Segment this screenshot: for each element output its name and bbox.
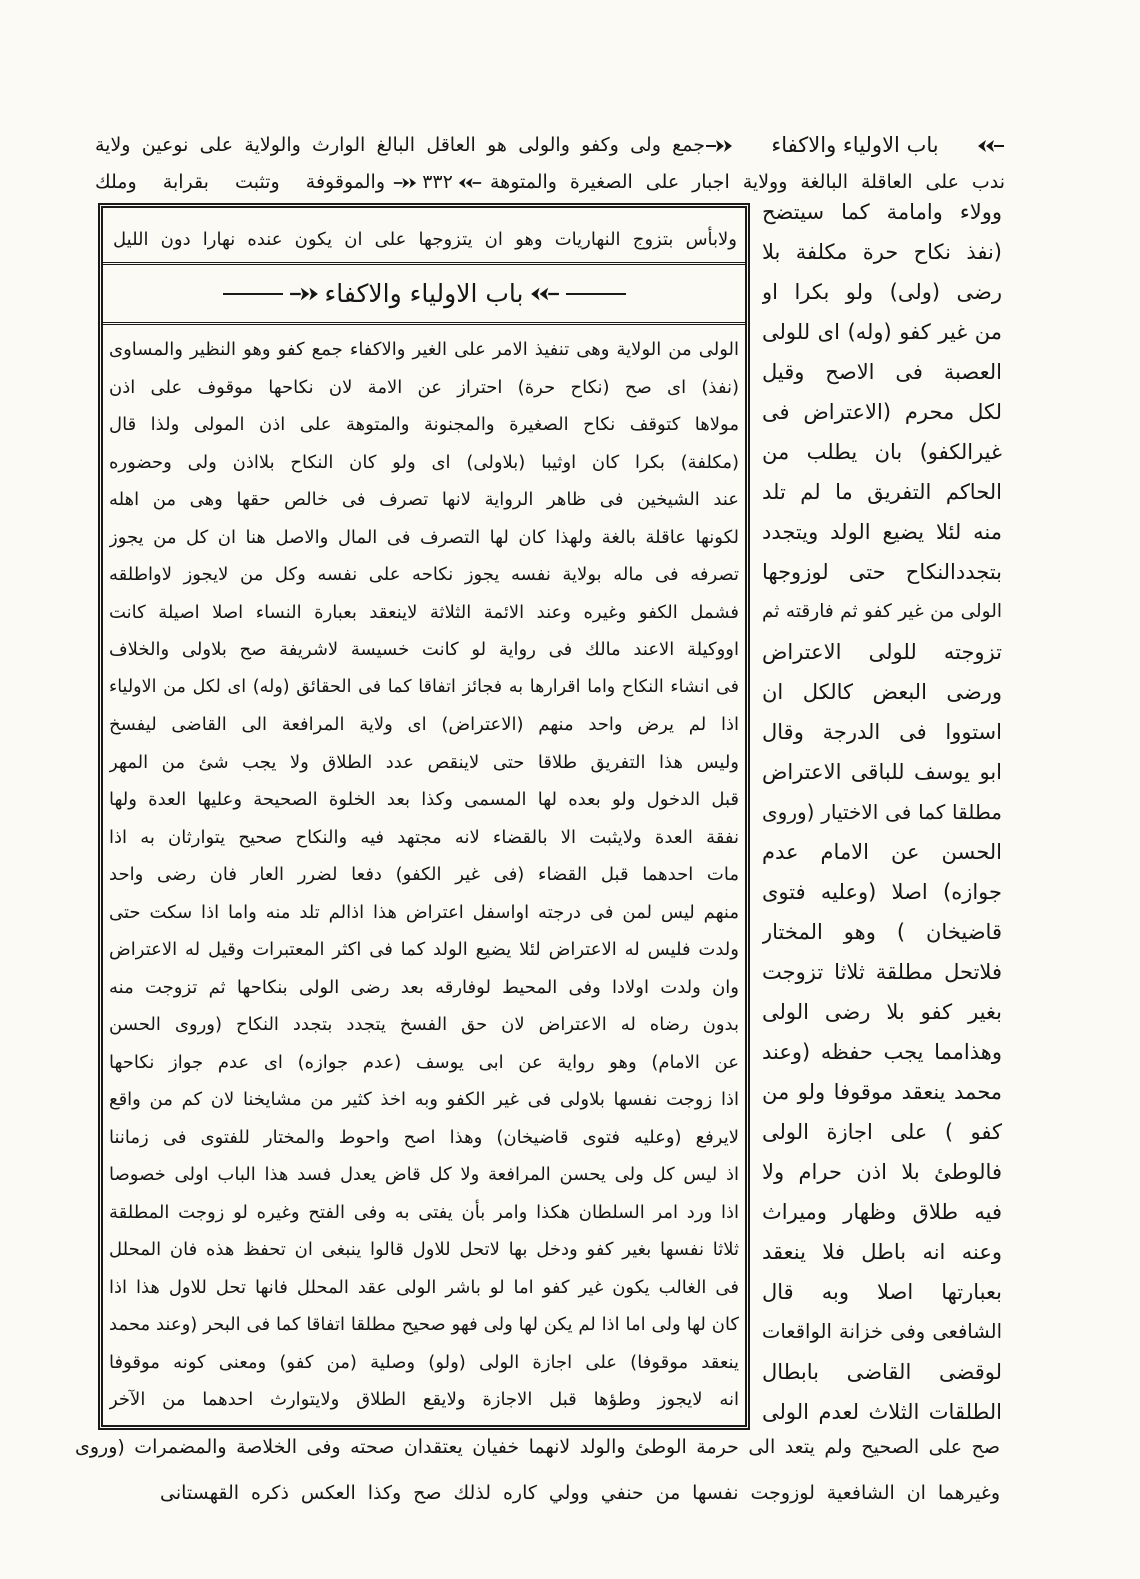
commentary-line: الولى من الولاية وهى تنفيذ الامر على الغير والاكفاء جمع كفو وهو النظير والمساوى: [109, 339, 739, 360]
page-number: ٣٣٢: [422, 171, 453, 193]
matn-line: رضى (ولى) ولو بكرا او: [762, 280, 1002, 304]
ornament-icon: [705, 139, 733, 153]
matn-line: الحاكم التفريق ما لم تلد: [762, 480, 1002, 504]
commentary-line: مات احدهما قبل القضاء (فى غير الكفو) دفعا لضرر العار فان رضى واحد: [109, 864, 739, 885]
commentary-line: اذا زوجت نفسها بلاولى فى غير الكفو وبه اخذ كثير من مشايخنا لان كم من واقع: [109, 1089, 739, 1110]
commentary-line: اذا ورد امر السلطان هكذا وامر بأن يفتى به وفى الفتح وغيره لو زوجت المطلقة: [109, 1201, 739, 1223]
page-header: [95, 127, 1005, 201]
title-rule: [223, 293, 283, 295]
matn-line: بغير كفو بلا رضى الولى: [762, 1000, 1002, 1024]
commentary-line: اووكيلة الاعند مالك فى رواية لو كانت خسيسة لاشريفة صح بلاولى والخلاف: [109, 639, 739, 660]
commentary-line: قبل الدخول ولو بعده لها المسمى وكذا بعد الخلوة الصحيحة وعليها العدة ولها: [109, 789, 739, 810]
commentary-line: (مكلفة) بكرا كان اوثيبا (بلاولى) اى ولو كان النكاح بلااذن ولى وحضوره: [109, 451, 739, 473]
matn-line: منه لئلا يضيع الولد ويتجدد: [762, 520, 1002, 544]
commentary-line: ثلاثا نفسها بغير كفو ودخل بها لاتحل للاول قالوا ينبغى ان تحفظ هذه فان المحلل: [109, 1239, 739, 1260]
commentary-line: لايرفع (وعليه فتوى قاضيخان) وهذا اصح واحوط والمختار للفتوى فى زماننا: [109, 1126, 739, 1148]
commentary-line: وليس هذا التفريق طلاقا حتى لاينقص عدد الطلاق ولا يجب شئ من المهر: [109, 751, 739, 773]
commentary-line: ينعقد موقوفا) على اجازة الولى (ولو) وصلية (من كفو) ومعنى كونه موقوفا: [109, 1351, 739, 1373]
matn-line: قاضيخان ) وهو المختار: [762, 920, 1002, 944]
matn-line: فلاتحل مطلقة ثلاثا تزوجت: [762, 960, 1002, 984]
commentary-line: مولاها كتوقف نكاح الصغيرة والمجنونة والمتوهة على اذن المولى ولذا قال: [109, 414, 739, 435]
matn-line: غيرالكفو) بان يطلب من: [762, 440, 1002, 464]
matn-column: [762, 192, 1002, 1432]
commentary-line: منهم ليس لمن فى درجته اواسفل اعتراض هذا اذالم تلد منه واما اذا سكت حتى: [109, 901, 739, 923]
commentary-line: فى انشاء النكاح واما اقرارها به فجائز اتفاقا كما فى الحقائق (وله) اى لكل من الاولياء: [109, 676, 739, 697]
matn-line: من غير كفو (وله) اى للولى: [762, 320, 1002, 344]
matn-line: الحسن عن الامام عدم: [762, 840, 1002, 864]
commentary-line: عن الامام) وهو رواية عن ابى يوسف (عدم جوازه) اى عدم جواز نكاحها: [109, 1051, 739, 1073]
box-title-row: [103, 265, 745, 325]
title-rule: [566, 293, 626, 295]
matn-line: لكل محرم (الاعتراض فى: [762, 400, 1002, 424]
page-number-group: [385, 164, 490, 201]
matn-line: جوازه) اصلا (وعليه فتوى: [762, 880, 1002, 904]
matn-line: فالوطئ بلا اذن حرام ولا: [762, 1160, 1002, 1184]
commentary-box: [98, 203, 750, 1430]
commentary-body: [109, 331, 739, 1419]
ornament-icon: [458, 176, 482, 190]
footer-line: وغيرهما ان الشافعية لوزوجت نفسها من حنفي وولي كاره لذلك صح وكذا العكس ذكره القهستانى: [160, 1482, 1000, 1504]
box-top-strip: [103, 208, 745, 265]
matn-line: ورضى البعض كالكل ان: [762, 680, 1002, 704]
matn-line: الولى من غير كفو ثم فارقته ثم: [762, 601, 1002, 622]
matn-line: وهذامما يجب حفظه (وعند: [762, 1040, 1002, 1064]
commentary-line: تصرفه فى ماله بولاية نفسه يجوز نكاحه على نفسه وكل من لايجوز لاواطلقه: [109, 564, 739, 585]
matn-line: مطلقا كما فى الاختيار (وروى: [762, 800, 1002, 824]
matn-line: وعنه انه باطل فلا ينعقد: [762, 1240, 1002, 1264]
matn-line: محمد ينعقد موقوفا ولو من: [762, 1080, 1002, 1104]
commentary-line: (نفذ) اى صح (نكاح حرة) احتراز عن الامة لان نكاحها موقوف على اذن: [109, 376, 739, 398]
commentary-line: بدون رضاه له الاعتراض لان حق الفسخ يتجدد بتجدد النكاح (وروى الحسن: [109, 1014, 739, 1035]
ornament-icon: [393, 176, 417, 190]
matn-line: ابو يوسف للباقى الاعتراض: [762, 760, 1002, 784]
matn-line: تزوجته للولى الاعتراض: [762, 640, 1002, 664]
commentary-line: اذ ليس كل ولى يحسن المرافعة ولا كل قاض يعدل فسد هذا الباب اولى خصوصا: [109, 1164, 739, 1185]
ornament-icon: [289, 286, 319, 302]
matn-line: فيه طلاق وظهار وميراث: [762, 1200, 1002, 1224]
header-line-1: [95, 127, 1005, 164]
commentary-line: انه لايجوز وطؤها قبل الاجازة ولايقع الطلاق ولايتوارث احدهما من الآخر: [109, 1389, 739, 1410]
commentary-line: وان ولدت اولادا وفى المحيط لوفارقه بعد رضى الولى بنكاحها ثم تزوجت منه: [109, 976, 739, 998]
chapter-title: باب الاولياء والاكفاء: [771, 133, 939, 157]
header-text: ندب على العاقلة البالغة وولاية اجبار على الصغيرة والمتوهة: [490, 171, 1005, 193]
ornament-icon: [977, 139, 1005, 153]
matn-line: (نفذ نكاح حرة مكلفة بلا: [762, 240, 1002, 264]
matn-line: استووا فى الدرجة وقال: [762, 720, 1002, 744]
ornament-icon: [530, 286, 560, 302]
footer-line: صح على الصحيح ولم يتعد الى حرمة الوطئ والولد لانهما خفيان يعتقدان صحته وفى الخلاصة والمضمرات (وروى: [75, 1436, 1000, 1458]
header-text: جمع ولى وكفو والولى هو العاقل البالغ الوارث والولاية على نوعين ولاية: [95, 134, 705, 156]
matn-line: الشافعى وفى خزانة الواقعات: [762, 1320, 1002, 1343]
commentary-line: اذا لم يرض واحد منهم (الاعتراض) اى ولاية المرافعة الى القاضى ليفسخ: [109, 714, 739, 735]
commentary-line: لكونها عاقلة بالغة ولهذا كان لها التصرف فى المال والاصل هنا ان كل من يجوز: [109, 526, 739, 548]
matn-line: وولاء وامامة كما سيتضح: [762, 200, 1002, 224]
commentary-line: نفقة العدة ولايثبت الا بالقضاء لانه مجتهد فيه والنكاح صحيح يتوارثان به اذا: [109, 826, 739, 848]
commentary-line: كان لها ولى اما اذا لم يكن لها ولى فهو صحيح مطلقا اتفاقا كما فى البحر (وعند محمد: [109, 1314, 739, 1335]
header-text: والموقوفة وتثبت بقرابة وملك: [95, 171, 385, 193]
chapter-heading: [705, 127, 1005, 164]
matn-line: لوقضى القاضى بابطال: [762, 1360, 1002, 1384]
matn-line: الطلقات الثلاث لعدم الولى: [762, 1400, 1002, 1424]
commentary-line: فشمل الكفو وغيره وعند الائمة الثلاثة لاينعقد بعبارة النساء اصلا اصيلة كانت: [109, 601, 739, 623]
commentary-line: ولدت فليس له الاعتراض لئلا يضيع الولد كما فى اكثر المعتبرات وقيل له الاعتراض: [109, 939, 739, 960]
matn-line: بعبارتها اصلا وبه قال: [762, 1280, 1002, 1304]
matn-line: العصبة فى الاصح وقيل: [762, 360, 1002, 384]
commentary-line: فى الغالب يكون غير كفو اما لو باشر الولى عقد المحلل فانها تحل للاول هذا اذا: [109, 1276, 739, 1298]
matn-line: بتجددالنكاح حتى لوزوجها: [762, 560, 1002, 584]
box-top-line: ولابأس بتزوج النهاريات وهو ان يتزوجها على ان يكون عنده نهارا دون الليل: [113, 229, 737, 250]
box-title: باب الاولياء والاكفاء: [324, 278, 524, 308]
matn-line: كفو ) على اجازة الولى: [762, 1120, 1002, 1144]
commentary-line: عند الشيخين فى ظاهر الرواية لانها تصرف فى خالص حقها وهى من اهله: [109, 489, 739, 510]
